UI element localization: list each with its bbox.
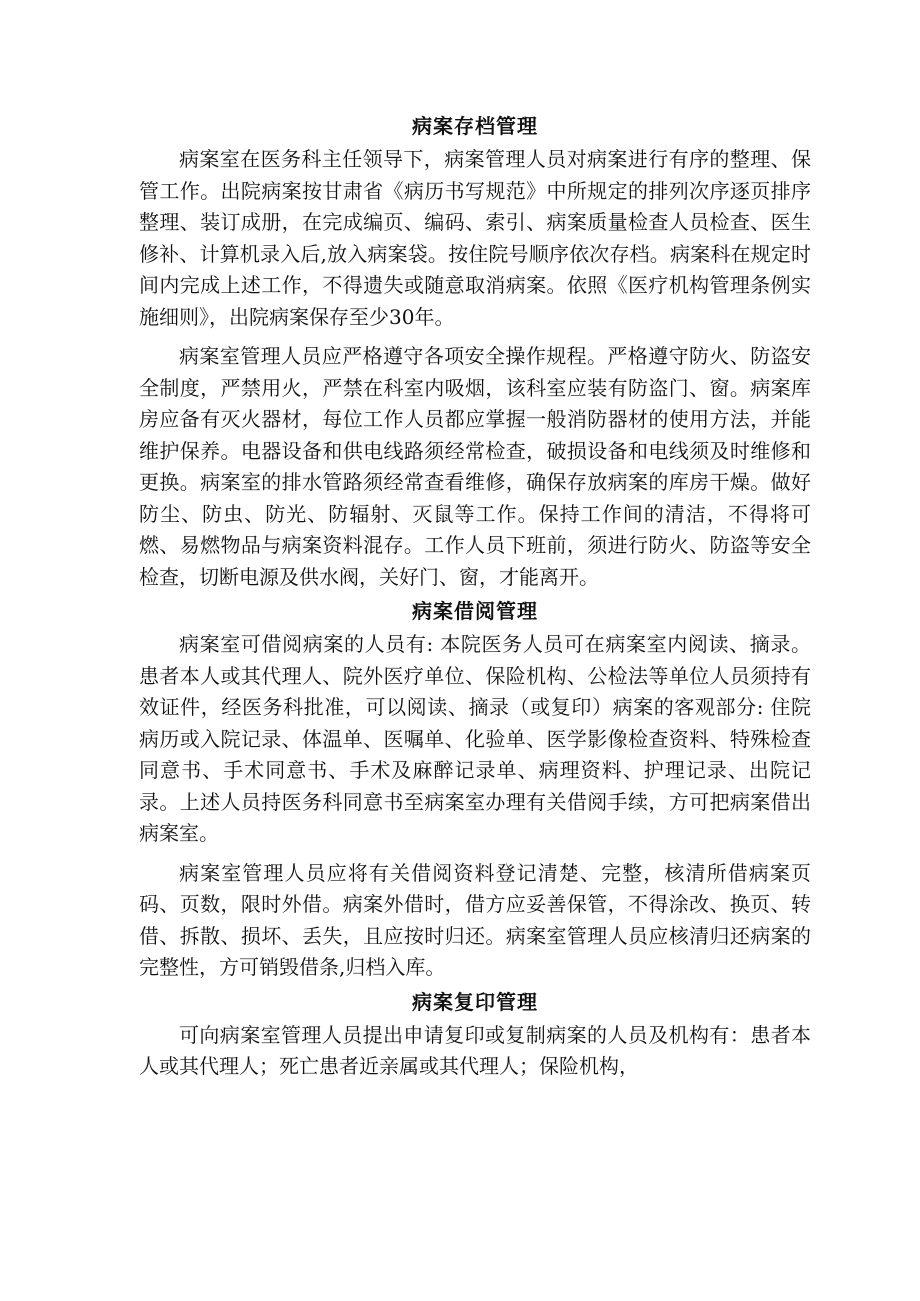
paragraph-gap (139, 850, 811, 858)
paragraph-copying-applicants: 可向病案室管理人员提出申请复印或复制病案的人员及机构有：患者本人或其代理人；死亡患者近亲属或其代理人；保险机构， (139, 1022, 811, 1078)
section-title-archive: 病案存档管理 (412, 114, 538, 138)
section-title-borrowing: 病案借阅管理 (412, 599, 538, 623)
paragraph-borrowing-registration: 病案室管理人员应将有关借阅资料登记清楚、完整，核清所借病案页码、页数，限时外借。病案外借时，借方应妥善保管，不得涂改、换页、转借、拆散、损坏、丢失，且应按时归还。病案室管理人员应核清归还病案的完整性，方可销毁借条,归档入库。 (139, 860, 811, 979)
paragraph-archive-procedure: 病案室在医务科主任领导下，病案管理人员对病案进行有序的整理、保管工作。出院病案按甘肃省《病历书写规范》中所规定的排列次序逐页排序整理、装订成册，在完成编页、编码、索引、病案质量检查人员检查、医生修补、计算机录入后,放入病案袋。按住院号顺序依次存档。病案科在规定时间内完成上述工作，不得遗失或随意取消病案。依照《医疗机构管理条例实施细则》，出院病案保存至少30年。 (139, 147, 811, 329)
section-title-copying: 病案复印管理 (412, 989, 538, 1014)
document-body (139, 108, 811, 1083)
paragraph-gap (139, 333, 811, 341)
paragraph-borrowing-eligibility: 病案室可借阅病案的人员有: 本院医务人员可在病案室内阅读、摘录。患者本人或其代理人、院外医疗单位、保险机构、公检法等单位人员须持有效证件，经医务科批准，可以阅读、摘录（或复印）病案的客观部分: 住院病历或入院记录、体温单、医嘱单、化验单、医学影像检查资料、特殊检查同意书、手术同意书、手术及麻醉记录单、病理资料、护理记录、出院记录。上述人员持医务科同意书至病案室办理有关借阅手续，方可把病案借出病案室。 (139, 632, 811, 845)
paragraph-archive-safety: 病案室管理人员应严格遵守各项安全操作规程。严格遵守防火、防盗安全制度，严禁用火，严禁在科室内吸烟，该科室应装有防盗门、窗。病案库房应备有灭火器材，每位工作人员都应掌握一般消防器材的使用方法，并能维护保养。电器设备和供电线路须经常检查，破损设备和电线须及时维修和更换。病案室的排水管路须经常查看维修，确保存放病案的库房干燥。做好防尘、防虫、防光、防辐射、灭鼠等工作。保持工作间的清洁，不得将可燃、易燃物品与病案资料混存。工作人员下班前，须进行防火、防盗等安全检查，切断电源及供水阀，关好门、窗，才能离开。 (139, 344, 811, 589)
